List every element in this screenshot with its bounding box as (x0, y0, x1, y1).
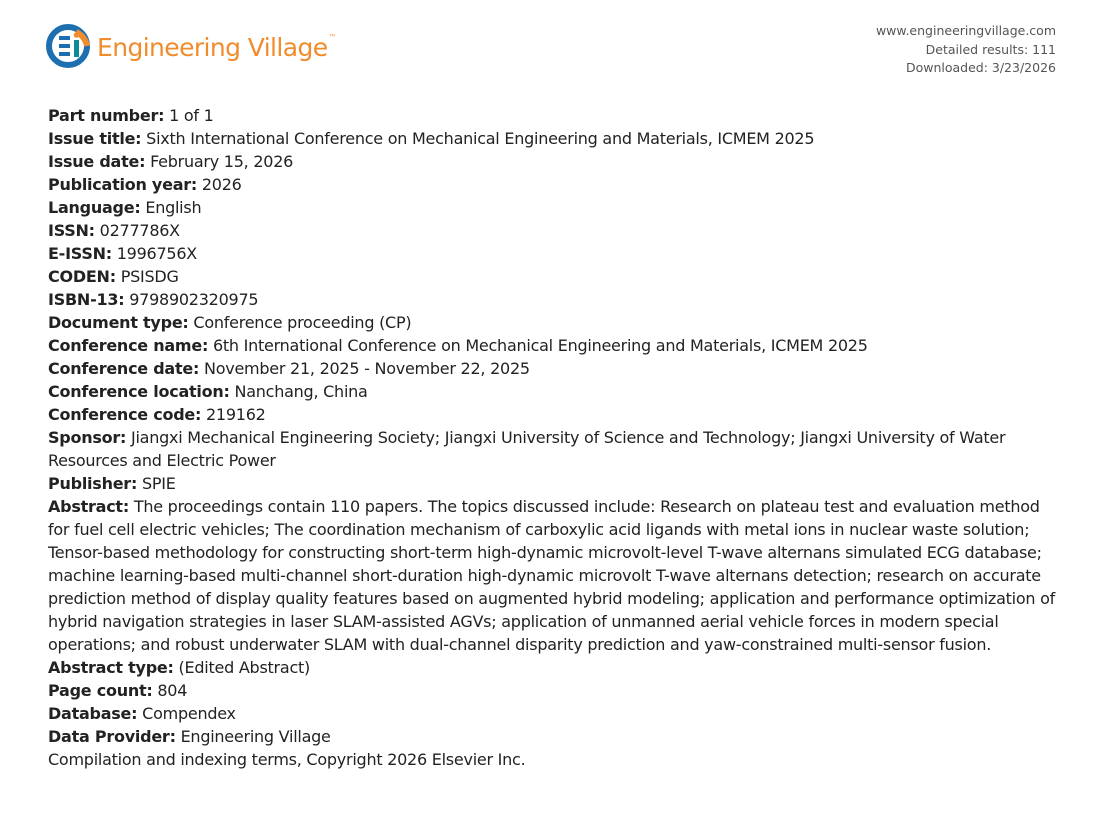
record-fields (48, 104, 1058, 748)
field-label: Conference name: (48, 336, 209, 355)
field-conference-name (48, 334, 1058, 357)
field-part-number (48, 104, 1058, 127)
field-value: PSISDG (120, 267, 179, 286)
field-conference-date (48, 357, 1058, 380)
field-label: ISSN: (48, 221, 95, 240)
field-label: Conference date: (48, 359, 200, 378)
field-publisher (48, 472, 1058, 495)
field-database (48, 702, 1058, 725)
field-issue-date (48, 150, 1058, 173)
field-label: Sponsor: (48, 428, 127, 447)
field-value: Compendex (142, 704, 236, 723)
field-label: ISBN-13: (48, 290, 125, 309)
field-value: Jiangxi Mechanical Engineering Society; Jiangxi University of Science and Technology; Jiangxi University of Water Resources and Electric Power (48, 428, 1006, 470)
field-label: Conference code: (48, 405, 202, 424)
field-label: CODEN: (48, 267, 116, 286)
engineering-village-logo-icon (46, 24, 90, 68)
record-details (48, 104, 1058, 771)
field-value: English (145, 198, 202, 217)
field-label: Publication year: (48, 175, 198, 194)
field-language (48, 196, 1058, 219)
field-sponsor (48, 426, 1058, 472)
field-label: Language: (48, 198, 141, 217)
field-coden (48, 265, 1058, 288)
header-meta (876, 22, 1056, 78)
field-value: 6th International Conference on Mechanical Engineering and Materials, ICMEM 2025 (212, 336, 868, 355)
brand-name-text: Engineering Village (97, 32, 328, 62)
detailed-results-count: Detailed results: 111 (925, 41, 1056, 57)
field-label: Issue title: (48, 129, 142, 148)
field-label: Document type: (48, 313, 189, 332)
field-value: 2026 (201, 175, 242, 194)
field-label: Publisher: (48, 474, 138, 493)
field-value: Engineering Village (180, 727, 331, 746)
field-value: 9798902320975 (129, 290, 259, 309)
field-value: 1 of 1 (169, 106, 214, 125)
field-value: The proceedings contain 110 papers. The topics discussed include: Research on plateau test and evaluation method for fuel cell electric vehicles; The coordination mechanism of carboxylic acid ligands with metal ions in nuclear waste solution; Tensor-based methodology for constructing short-term high-dynamic microvolt-level T-wave alternans simulated ECG database; machine learning-based multi-channel short-duration high-dynamic microvolt T-wave alternans detection; research on accurate prediction method of display quality features based on augmented hybrid modeling; application and performance optimization of hybrid navigation strategies in laser SLAM-assisted AGVs; application of unmanned aerial vehicle forces in modern special operations; and robust underwater SLAM with dual-channel disparity prediction and yaw-constrained multi-sensor fusion. (48, 497, 1056, 654)
field-publication-year (48, 173, 1058, 196)
field-value: 1996756X (116, 244, 197, 263)
field-label: Abstract type: (48, 658, 174, 677)
trademark-symbol: ™ (328, 33, 336, 43)
field-conference-location (48, 380, 1058, 403)
field-data-provider (48, 725, 1058, 748)
field-conference-code (48, 403, 1058, 426)
brand-logo[interactable] (46, 22, 336, 70)
copyright-notice: Compilation and indexing terms, Copyright 2026 Elsevier Inc. (48, 750, 526, 769)
field-label: Data Provider: (48, 727, 176, 746)
field-label: Abstract: (48, 497, 129, 516)
field-value: February 15, 2026 (150, 152, 294, 171)
site-url[interactable]: www.engineeringvillage.com (875, 23, 1056, 38)
field-value: (Edited Abstract) (178, 658, 310, 677)
field-label: Database: (48, 704, 138, 723)
field-value: November 21, 2025 - November 22, 2025 (203, 359, 530, 378)
field-page-count (48, 679, 1058, 702)
page-header (46, 22, 1056, 82)
field-label: Page count: (48, 681, 153, 700)
field-value: Conference proceeding (CP) (193, 313, 412, 332)
field-abstract (48, 495, 1058, 656)
field-isbn-13 (48, 288, 1058, 311)
download-date: Downloaded: 3/23/2026 (905, 60, 1056, 75)
field-issue-title (48, 127, 1058, 150)
field-value: 0277786X (99, 221, 180, 240)
field-label: Conference location: (48, 382, 230, 401)
field-label: Part number: (48, 106, 165, 125)
field-issn (48, 219, 1058, 242)
brand-name (97, 32, 336, 62)
field-value: Sixth International Conference on Mechanical Engineering and Materials, ICMEM 2025 (146, 129, 815, 148)
field-abstract-type (48, 656, 1058, 679)
field-document-type (48, 311, 1058, 334)
field-value: Nanchang, China (234, 382, 368, 401)
field-label: E-ISSN: (48, 244, 112, 263)
field-value: SPIE (141, 474, 176, 493)
field-value: 219162 (206, 405, 266, 424)
field-label: Issue date: (48, 152, 146, 171)
field-e-issn (48, 242, 1058, 265)
field-value: 804 (157, 681, 188, 700)
